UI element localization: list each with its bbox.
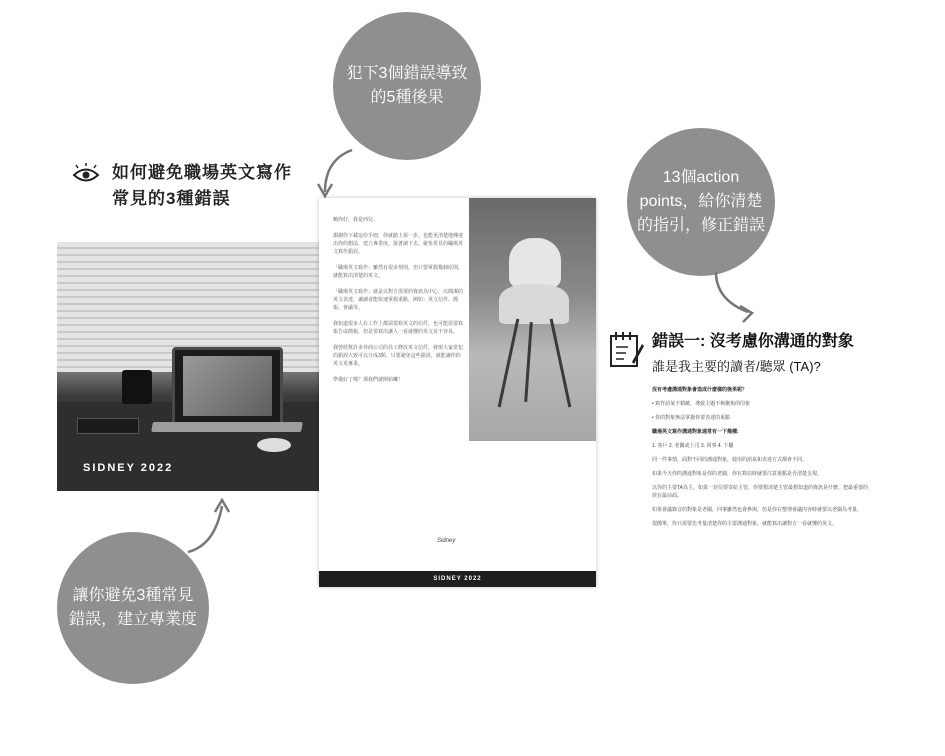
bubble-avoid-errors — [57, 532, 209, 684]
error-body-paragraph: 很簡單，你只需要先考量清楚你的主要溝通對象，就能寫出讓對方一看就懂的英文。 — [652, 521, 838, 527]
notepad-icon — [608, 330, 644, 370]
guide-paragraph: 「職場英文寫作」就是以對方需要的資訊為中心，以簡潔的英文表達，讓讀者能快速掌握重點，例如：英文信件、簡報、會議等。 — [333, 289, 464, 311]
bubble-action-points — [627, 128, 775, 276]
bubble-action-points-line3: 的指引，修正錯誤 — [636, 217, 765, 234]
photo-caption: SIDNEY 2022 — [83, 462, 174, 474]
error-body-paragraph: 如果今天你的溝通對象是你的老闆，你在寫信時就要注意重點是否清楚呈現。 — [652, 471, 823, 477]
guide-paragraph: 謝謝你下載這份手冊，你就踏上第一步。也能更清楚地傳達出你的想法，建立專業度。接著讀下去，避免常見的職場英文寫作錯誤。 — [333, 233, 464, 255]
guide-paragraph: 嗨你好，我是西兒。 — [333, 217, 379, 223]
guide-page-text — [333, 216, 465, 392]
headline — [72, 160, 312, 212]
error-subtitle: 誰是我主要的讀者/聽眾 (TA)? — [652, 359, 821, 374]
headline-line1: 如何避免職場英文寫作 — [112, 163, 292, 182]
mouse — [257, 438, 291, 452]
headline-line2: 常見的3種錯誤 — [112, 189, 231, 208]
guide-paragraph: 我知道很多人在工作上都需要寫英文的信件，也可能需要寫報告或簡報，但是要寫出讓人一看就懂的英文並不容易。 — [333, 321, 464, 335]
chair-photo — [469, 198, 596, 441]
guide-page — [319, 198, 596, 587]
error-body-paragraph: 以你的主要TA為主，如果一封信要寄給主管，你要想清楚主管最想知道的資訊是什麼，把最重要的放在最前面。 — [652, 485, 869, 499]
guide-paragraph: 我曾經幫許多外商公司的員工修改英文信件，發現大家常犯的錯誤大致可以分成3類。只要避免這些錯誤，就能讓你的英文更專業。 — [333, 345, 464, 367]
page-footer: SIDNEY 2022 — [319, 571, 596, 587]
bubble-consequences-line2: 的5種後果 — [370, 89, 444, 106]
error-body — [652, 386, 872, 534]
error-body-paragraph: 同一件事情，面對不同的溝通對象，使用的語氣和表達方式都會不同。 — [652, 457, 808, 463]
phone — [77, 418, 139, 434]
guide-paragraph: 「職場英文寫作」雖然有很多規則，但只要掌握幾個原則，就能寫出清楚的英文。 — [333, 265, 464, 279]
chair-back — [509, 238, 561, 288]
error-body-paragraph: 沒有考慮溝通對象會造成什麼樣的後果呢？ — [652, 387, 748, 393]
error-body-paragraph: • 你的對象無法掌握你要表達的重點 — [652, 415, 731, 421]
bubble-action-points-line1: 13個action — [662, 169, 740, 186]
bubble-consequences — [333, 12, 481, 160]
guide-paragraph: 準備好了嗎？那我們就開始囉！ — [333, 377, 404, 383]
laptop-base — [151, 422, 303, 432]
bubble-avoid-errors-line1: 讓你避免3種常見 — [72, 587, 194, 604]
signature: Sidney — [437, 538, 456, 544]
error-body-paragraph: • 寫作語氣不精確，導致主題不夠聚焦的印象 — [652, 401, 751, 407]
laptop-screen — [172, 347, 283, 425]
error-body-paragraph: 職場英文寫作溝通對象通常有一下幾種: — [652, 429, 739, 435]
bubble-avoid-errors-line2: 錯誤，建立專業度 — [68, 611, 197, 628]
pen-holder — [122, 370, 152, 404]
bubble-consequences-line1: 犯下3個錯誤導致 — [346, 65, 468, 82]
laptop-photo — [57, 242, 325, 491]
bubble-action-points-line2: points，給你清楚 — [639, 193, 763, 210]
error-title: 錯誤一: 沒考慮你溝通的對象 — [652, 333, 854, 350]
error-body-paragraph: 1. 客戶 2. 老闆或上司 3. 同事 4. 下屬 — [652, 443, 734, 449]
eye-icon — [72, 166, 100, 184]
error-body-paragraph: 如果會議錄音的對象是老闆，同事雖然也會參與，但是你在整理會議內容時就要以老闆為考量。 — [652, 507, 863, 513]
chair-seat — [499, 284, 569, 324]
